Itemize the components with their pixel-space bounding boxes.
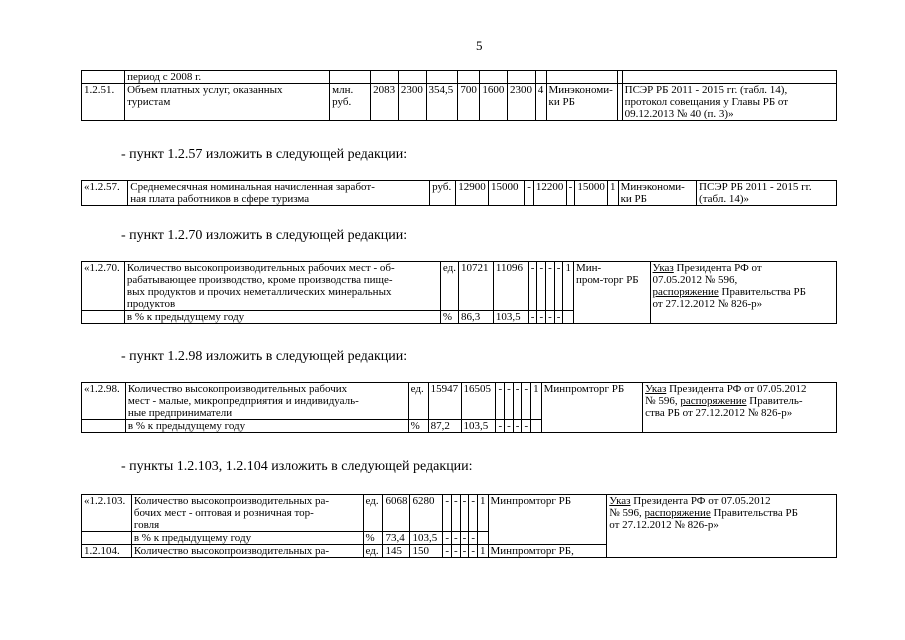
- value-cell: -: [554, 262, 563, 311]
- table-1-2-51: [81, 70, 837, 121]
- legal-basis: Указ Президента РФ от 07.05.2012 № 596, распоряжение Правительства РБ от 27.12.2012 № 826-р»: [650, 262, 836, 324]
- indicator-name: Объем платных услуг, оказанных туристам: [125, 84, 330, 121]
- executor: Мин- пром-торг РБ: [573, 262, 650, 324]
- indicator-name: Количество высокопроизводительных рабочих мест - малые, микропредприятия и индивидуаль- ные предприниматели: [125, 383, 408, 420]
- table-1-2-57: [81, 180, 837, 206]
- value-cell: 86,3: [458, 311, 493, 324]
- table-row: [82, 71, 837, 84]
- value-cell: -: [546, 262, 555, 311]
- value-cell: 1: [563, 262, 574, 311]
- value-cell: -: [566, 181, 575, 206]
- value-cell: -: [505, 420, 514, 433]
- table-row: [82, 495, 837, 532]
- unit: ед.: [408, 383, 428, 420]
- value-cell: -: [443, 545, 452, 558]
- decree-link[interactable]: Указ: [652, 262, 674, 274]
- decree-link[interactable]: Указ: [645, 383, 667, 395]
- unit: ед.: [440, 262, 458, 311]
- value-cell: 354,5: [426, 84, 458, 121]
- value-cell: 6280: [410, 495, 443, 532]
- value-cell: -: [522, 383, 531, 420]
- indicator-name: период с 2008 г.: [125, 71, 330, 84]
- value-cell: 12900: [456, 181, 489, 206]
- value-cell: -: [443, 495, 452, 532]
- value-cell: 103,5: [461, 420, 496, 433]
- value-cell: 1: [478, 545, 489, 558]
- executor: Минпромторг РБ: [488, 495, 607, 545]
- order-link[interactable]: распоряжение: [680, 395, 747, 407]
- value-cell: -: [528, 262, 537, 311]
- unit: руб.: [430, 181, 456, 206]
- value-cell: 103,5: [493, 311, 528, 324]
- unit: %: [440, 311, 458, 324]
- value-cell: 10721: [458, 262, 493, 311]
- table-row: [82, 181, 837, 206]
- indicator-name: Количество высокопроизводительных ра-: [131, 545, 363, 558]
- value-cell: 87,2: [428, 420, 461, 433]
- executor: Минпромторг РБ: [541, 383, 642, 433]
- indicator-name: в % к предыдущему году: [124, 311, 440, 324]
- value-cell: 2300: [398, 84, 426, 121]
- order-link[interactable]: распоряжение: [644, 507, 711, 519]
- item-number: «1.2.103.: [82, 495, 132, 532]
- value-cell: 15000: [488, 181, 524, 206]
- value-cell: 1: [531, 383, 542, 420]
- value-cell: 145: [383, 545, 410, 558]
- value-cell: -: [460, 545, 469, 558]
- value-cell: 16505: [461, 383, 496, 420]
- section-heading: - пункт 1.2.57 изложить в следующей редакции:: [121, 147, 408, 162]
- section-heading: - пункт 1.2.98 изложить в следующей редакции:: [121, 349, 408, 364]
- value-cell: -: [505, 383, 514, 420]
- value-cell: -: [460, 495, 469, 532]
- value-cell: 15000: [575, 181, 608, 206]
- indicator-name: Количество высокопроизводительных ра- бочих мест - оптовая и розничная тор- говля: [131, 495, 363, 532]
- value-cell: -: [452, 532, 461, 545]
- indicator-name: в % к предыдущему году: [131, 532, 363, 545]
- table-1-2-98: [81, 382, 837, 433]
- value-cell: -: [452, 545, 461, 558]
- executor: Минпромторг РБ,: [488, 545, 607, 558]
- section-heading: - пункты 1.2.103, 1.2.104 изложить в следующей редакции:: [121, 459, 473, 474]
- decree-link[interactable]: Указ: [609, 495, 631, 507]
- unit: %: [363, 532, 383, 545]
- item-number: «1.2.57.: [82, 181, 128, 206]
- value-cell: -: [496, 383, 505, 420]
- value-cell: -: [522, 420, 531, 433]
- table-1-2-70: [81, 261, 837, 324]
- indicator-name: Количество высокопроизводительных рабочих мест - об- рабатывающее производство, кроме производства пище- вых продуктов и прочих неметаллических минеральных продуктов: [124, 262, 440, 311]
- value-cell: 1: [608, 181, 619, 206]
- value-cell: 700: [458, 84, 480, 121]
- legal-basis: Указ Президента РФ от 07.05.2012 № 596, распоряжение Правитель- ства РБ от 27.12.2012 № 826-р»: [643, 383, 837, 433]
- legal-basis: ПСЭР РБ 2011 - 2015 гг. (табл. 14)»: [697, 181, 837, 206]
- value-cell: -: [496, 420, 505, 433]
- value-cell: 15947: [428, 383, 461, 420]
- unit: %: [408, 420, 428, 433]
- value-cell: -: [525, 181, 534, 206]
- unit: ед.: [363, 495, 383, 532]
- value-cell: -: [537, 262, 546, 311]
- table-row: [82, 383, 837, 420]
- table-1-2-103-104: [81, 494, 837, 558]
- table-row: [82, 84, 837, 121]
- page-number: 5: [476, 38, 483, 53]
- value-cell: -: [460, 532, 469, 545]
- table-row: [82, 262, 837, 311]
- value-cell: 11096: [493, 262, 528, 311]
- unit: ед.: [363, 545, 383, 558]
- value-cell: -: [537, 311, 546, 324]
- value-cell: 4: [535, 84, 546, 121]
- value-cell: 1600: [480, 84, 508, 121]
- value-cell: 2300: [508, 84, 536, 121]
- order-link[interactable]: распоряжение: [652, 286, 719, 298]
- value-cell: 103,5: [410, 532, 443, 545]
- unit: млн. руб.: [330, 84, 371, 121]
- indicator-name: в % к предыдущему году: [125, 420, 408, 433]
- executor: Минэкономи- ки РБ: [546, 84, 617, 121]
- item-number: 1.2.51.: [82, 84, 125, 121]
- value-cell: 6068: [383, 495, 410, 532]
- value-cell: 1: [478, 495, 489, 532]
- value-cell: 2083: [371, 84, 399, 121]
- value-cell: -: [469, 532, 478, 545]
- value-cell: -: [469, 495, 478, 532]
- indicator-name: Среднемесячная номинальная начисленная заработ- ная плата работников в сфере туризма: [128, 181, 430, 206]
- item-number: «1.2.98.: [82, 383, 126, 420]
- value-cell: 73,4: [383, 532, 410, 545]
- value-cell: -: [452, 495, 461, 532]
- value-cell: -: [554, 311, 563, 324]
- legal-basis: ПСЭР РБ 2011 - 2015 гг. (табл. 14), протокол совещания у Главы РБ от 09.12.2013 № 40 (п. 3)»: [622, 84, 836, 121]
- value-cell: -: [443, 532, 452, 545]
- section-heading: - пункт 1.2.70 изложить в следующей редакции:: [121, 228, 408, 243]
- value-cell: -: [513, 383, 522, 420]
- legal-basis: Указ Президента РФ от 07.05.2012 № 596, распоряжение Правительства РБ от 27.12.2012 № 826-р»: [607, 495, 837, 558]
- value-cell: -: [469, 545, 478, 558]
- item-number: «1.2.70.: [82, 262, 125, 311]
- value-cell: -: [513, 420, 522, 433]
- value-cell: 12200: [533, 181, 566, 206]
- item-number: 1.2.104.: [82, 545, 132, 558]
- value-cell: -: [528, 311, 537, 324]
- value-cell: 150: [410, 545, 443, 558]
- executor: Минэкономи- ки РБ: [618, 181, 696, 206]
- value-cell: -: [546, 311, 555, 324]
